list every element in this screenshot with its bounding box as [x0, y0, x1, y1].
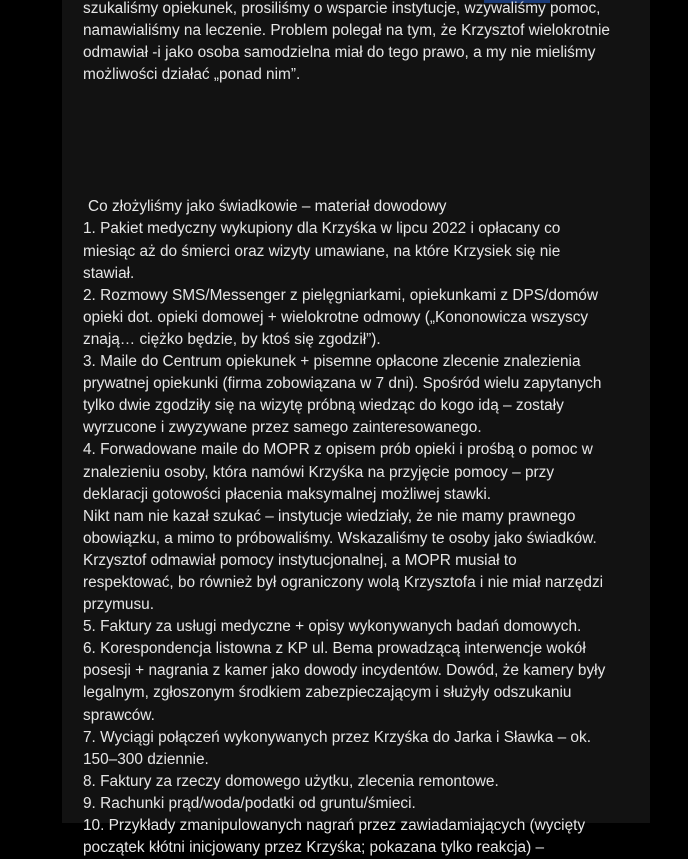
list-line: 1. Pakiet medyczny wykupiony dla Krzyśka w lipcu 2022 i opłacany co [83, 220, 561, 238]
list-line: legalnym, zgłoszonym środkiem zabezpieczającym i służyły odszukaniu [83, 684, 572, 702]
text-line: możliwości działać „ponad nim”. [83, 66, 301, 84]
list-line: stawiał. [83, 264, 135, 282]
list-line: 7. Wyciągi połączeń wykonywanych przez Krzyśka do Jarka i Sławka – ok. [83, 728, 591, 746]
document-text [83, 0, 643, 859]
list-line: Nikt nam nie kazał szukać – instytucje wiedziały, że nie mamy prawnego [83, 507, 576, 525]
list-line: sprawców. [83, 706, 155, 724]
evidence-list [83, 218, 643, 859]
text-line: namawialiśmy na leczenie. Problem polegał na tym, że Krzysztof wielokrotnie [83, 22, 610, 40]
list-line: przymusu. [83, 596, 154, 614]
section-heading: Co złożyliśmy jako świadkowie – materiał dowodowy [88, 198, 447, 216]
list-line: respektować, bo również był ograniczony wolą Krzysztofa i nie miał narzędzi [83, 573, 604, 591]
list-line: prywatnej opiekunki (firma zobowiązana w 7 dni). Spośród wielu zapytanych [83, 375, 602, 393]
list-line: 4. Forwadowane maile do MOPR z opisem prób opieki i prośbą o pomoc w [83, 441, 593, 459]
list-line: obowiązku, a mimo to próbowaliśmy. Wskazaliśmy te osoby jako świadków. [83, 529, 597, 547]
list-line: 10. Przykłady zmanipulowanych nagrań przez zawiadamiających (wycięty [83, 817, 586, 834]
list-line: deklaracji gotowości płacenia maksymalnej możliwej stawki. [83, 485, 492, 503]
list-line: miesiąc aż do śmierci oraz wizyty umawiane, na które Krzysiek się nie [83, 242, 561, 260]
paragraph-gap [83, 86, 643, 196]
list-line: 3. Maile do Centrum opiekunek + pisemne opłacone zlecenie znalezienia [83, 353, 581, 371]
list-line: 6. Korespondencja listowna z KP ul. Bema prowadzącą interwencje wokół [83, 640, 586, 658]
list-line: wyrzucone i zwyzywane przez samego zainteresowanego. [83, 419, 482, 437]
list-line: 8. Faktury za rzeczy domowego użytku, zlecenia remontowe. [83, 772, 499, 790]
list-line: posesji + nagrania z kamer jako dowody incydentów. Dowód, że kamery były [83, 662, 606, 680]
intro-paragraph [83, 0, 643, 86]
list-line: opieki dot. opieki domowej + wielokrotne odmowy („Kononowicza wszyscy [83, 308, 589, 326]
list-line: 2. Rozmowy SMS/Messenger z pielęgniarkami, opiekunkami z DPS/domów [83, 286, 598, 304]
list-line: Krzysztof odmawiał pomocy instytucjonalnej, a MOPR musiał to [83, 551, 517, 569]
list-line: początek kłótni inicjowany przez Krzyśka; pokazana tylko reakcja) – [83, 839, 545, 857]
text-line: szukaliśmy opiekunek, prosiliśmy o wsparcie instytucje, wzywaliśmy pomoc, [83, 0, 601, 17]
text-line: odmawiał -i jako osoba samodzielna miał do tego prawo, a my nie mieliśmy [83, 44, 596, 62]
list-line: 150–300 dziennie. [83, 750, 209, 768]
list-line: 9. Rachunki prąd/woda/podatki od gruntu/śmieci. [83, 794, 416, 812]
list-line: 5. Faktury za usługi medyczne + opisy wykonywanych badań domowych. [83, 618, 582, 636]
list-line: znalezieniu osoby, która namówi Krzyśka na przyjęcie pomocy – przy [83, 463, 555, 481]
list-line: tylko dwie zgodziły się na wizytę próbną wiedząc do kogo idą – zostały [83, 397, 564, 415]
list-line: znają… ciężko będzie, by ktoś się zgodził”). [83, 330, 381, 348]
